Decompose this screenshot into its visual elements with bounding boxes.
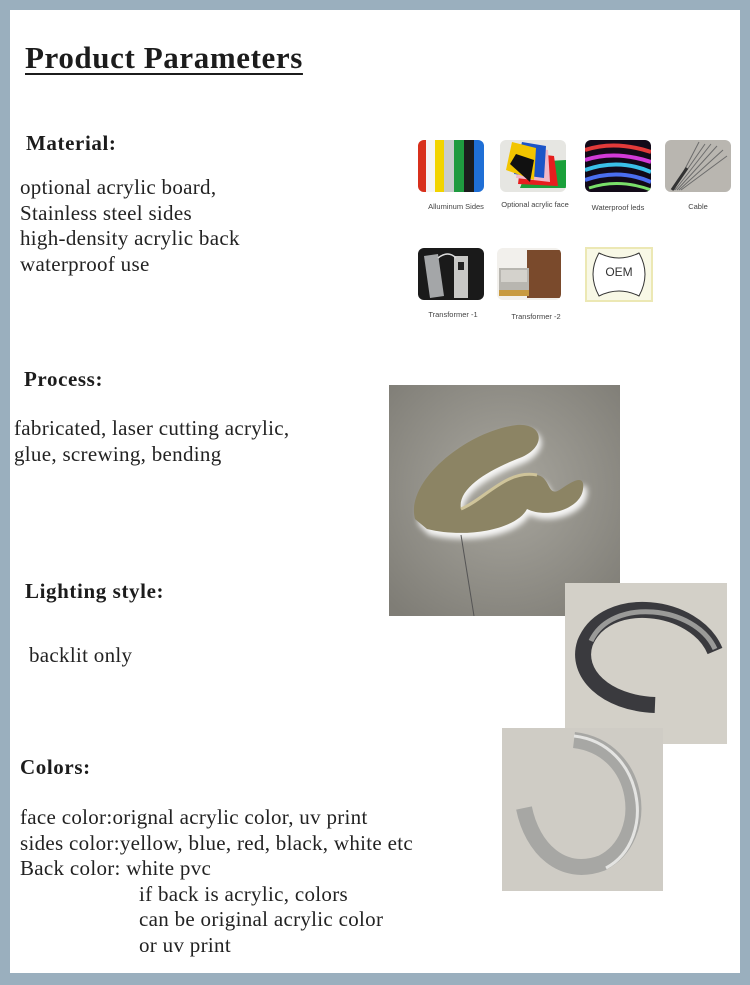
process-text xyxy=(14,416,289,467)
aluminum-strips-image xyxy=(418,140,484,192)
process-line: glue, screwing, bending xyxy=(14,441,222,466)
thumbnail-caption: Transformer -2 xyxy=(511,312,561,321)
material-line: high-density acrylic back xyxy=(20,226,240,250)
page-title: Product Parameters xyxy=(25,40,303,75)
material-line: optional acrylic board, xyxy=(20,175,217,199)
thumbnail-caption: Alluminum Sides xyxy=(428,202,484,211)
colors-heading: Colors: xyxy=(20,755,91,779)
cable-image xyxy=(665,140,731,192)
oem-badge xyxy=(585,247,653,302)
colors-line: Back color: white pvc xyxy=(20,856,212,880)
colors-line: face color:orignal acrylic color, uv print xyxy=(20,805,368,829)
material-line: waterproof use xyxy=(20,251,150,276)
transformer-image xyxy=(418,248,484,300)
process-line: fabricated, laser cutting acrylic, xyxy=(14,416,290,440)
thumbnail-caption: Transformer -1 xyxy=(428,310,478,319)
thumbnail-caption: Waterproof leds xyxy=(591,203,645,212)
acrylic-sheets-image xyxy=(500,140,566,192)
lighting-heading: Lighting style: xyxy=(25,579,165,603)
colors-line: or uv print xyxy=(139,932,231,957)
steel-arc-photo xyxy=(565,583,727,744)
backlit-letter-photo xyxy=(389,385,620,616)
colors-line: if back is acrylic, colors xyxy=(139,881,348,906)
page-sheet xyxy=(10,10,740,973)
process-heading: Process: xyxy=(24,367,104,391)
thumbnail-caption: Optional acrylic face xyxy=(501,200,569,209)
material-text xyxy=(20,175,240,277)
colors-line: can be original acrylic color xyxy=(139,907,384,931)
material-line: Stainless steel sides xyxy=(20,200,192,225)
lighting-text: backlit only xyxy=(29,643,133,667)
aluminum-arc-photo xyxy=(502,728,663,891)
power-supply-image xyxy=(497,248,561,300)
led-strip-image xyxy=(585,140,651,192)
material-heading: Material: xyxy=(26,131,117,155)
thumbnail-caption: Cable xyxy=(688,202,708,211)
colors-text xyxy=(20,805,413,958)
colors-line: sides color:yellow, blue, red, black, white etc xyxy=(20,830,413,855)
oem-label: OEM xyxy=(605,265,633,279)
